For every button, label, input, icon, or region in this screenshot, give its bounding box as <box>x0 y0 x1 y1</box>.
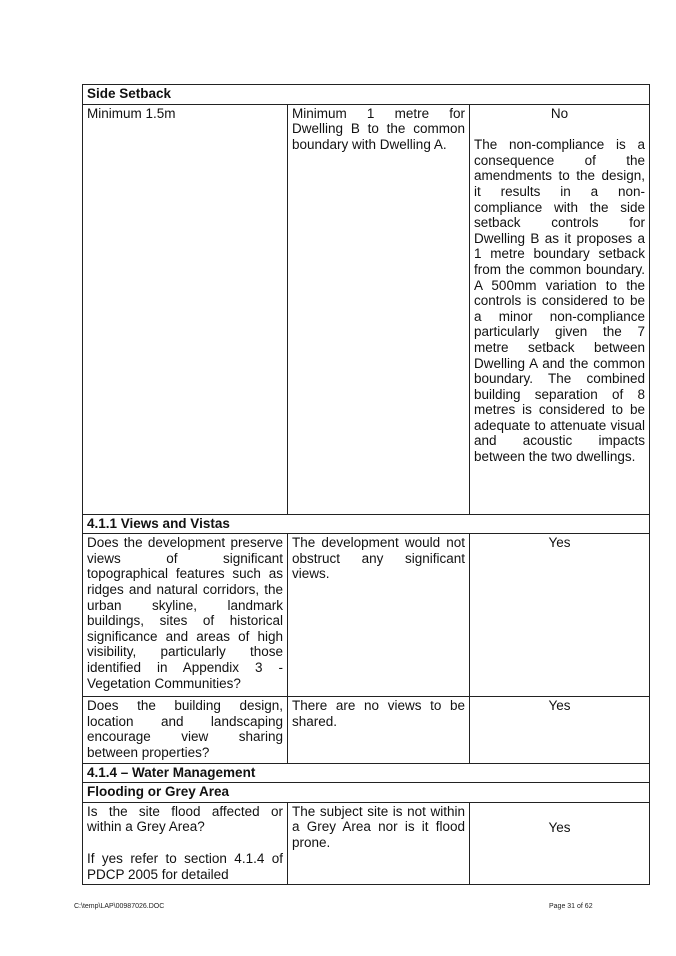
section-heading-row <box>83 514 650 534</box>
question-cell: Does the building design, location and landscaping encourage view sharing between properties? <box>83 697 288 763</box>
table-row <box>83 534 650 697</box>
proposal-cell: There are no views to be shared. <box>288 697 470 763</box>
control-cell: Minimum 1.5m <box>83 104 288 514</box>
table-row <box>83 802 650 884</box>
table-row <box>83 104 650 514</box>
footer-page-number: Page 31 of 62 <box>549 903 593 910</box>
compliance-cell: Yes <box>470 534 650 697</box>
compliance-value: No <box>550 105 569 121</box>
question-cell: Does the development preserve views of significant topographical features such as ridges and natural corridors, the urban skyline, landmark buildings, sites of historical significance and areas of high visibility, particularly those identified in Appendix 3 - Vegetation Communities? <box>83 534 288 697</box>
subheading-flooding: Flooding or Grey Area <box>83 783 650 803</box>
question-text: Is the site flood affected or within a Grey Area? <box>87 803 283 835</box>
table-row <box>83 697 650 763</box>
section-heading-row <box>83 763 650 783</box>
section-heading-views: 4.1.1 Views and Vistas <box>83 514 650 534</box>
section-heading-side-setback: Side Setback <box>83 85 650 105</box>
compliance-table <box>82 84 650 885</box>
section-heading-water: 4.1.4 – Water Management <box>83 763 650 783</box>
subheading-row <box>83 783 650 803</box>
proposal-cell: Minimum 1 metre for Dwelling B to the common boundary with Dwelling A. <box>288 104 470 514</box>
section-heading-row <box>83 85 650 105</box>
compliance-cell <box>470 104 650 514</box>
compliance-comment: The non-compliance is a consequence of the amendments to the design, it results in a non-compliance with the side setback controls for Dwelling B as it proposes a 1 metre boundary setback from the common boundary. A 500mm variation to the controls is considered to be a minor non-compliance particularly given the 7 metre setback between Dwelling A and the common boundary. The combined building separation of 8 metres is considered to be adequate to attenuate visual and acoustic impacts between the two dwellings. <box>474 137 645 465</box>
question-continuation: If yes refer to section 4.1.4 of PDCP 2005 for detailed <box>87 850 283 882</box>
proposal-cell: The development would not obstruct any significant views. <box>288 534 470 697</box>
proposal-cell: The subject site is not within a Grey Area nor is it flood prone. <box>288 802 470 884</box>
question-cell <box>83 802 288 884</box>
footer-file-path: C:\temp\LAP\00987026.DOC <box>74 903 165 910</box>
compliance-cell: Yes <box>470 697 650 763</box>
compliance-cell: Yes <box>470 802 650 884</box>
